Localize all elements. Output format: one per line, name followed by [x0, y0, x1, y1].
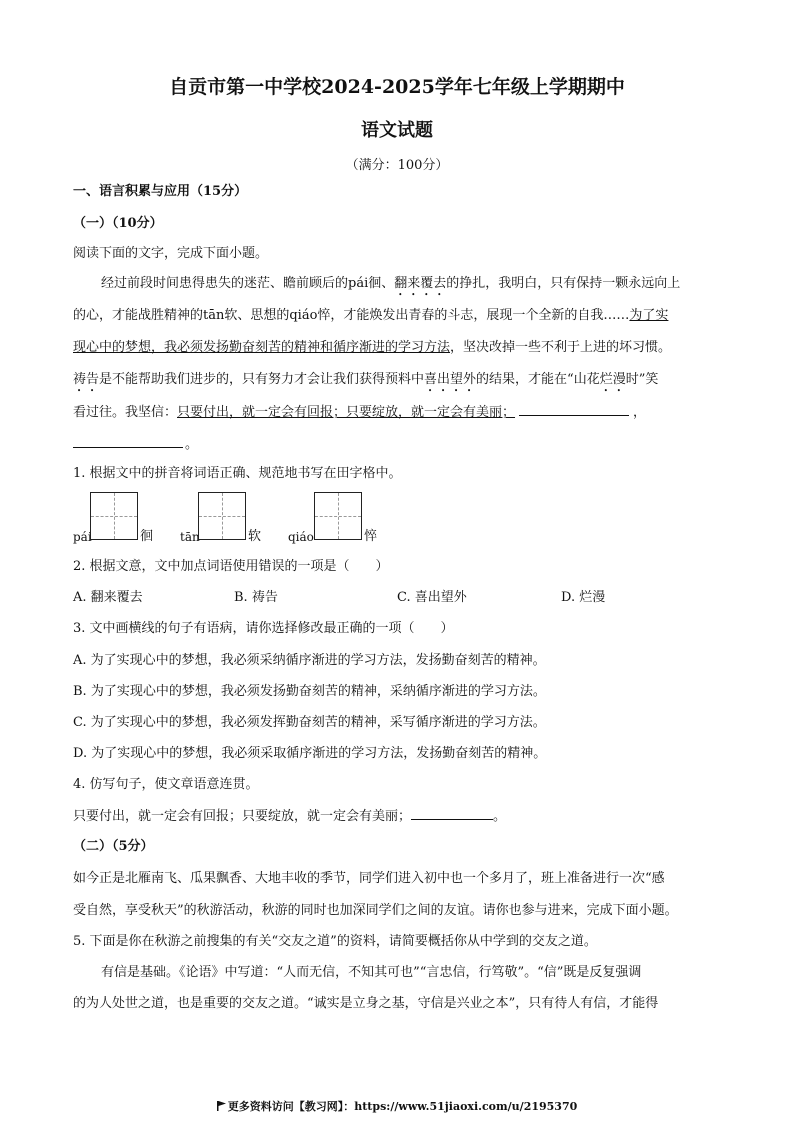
question-1: 1. 根据文中的拼音将词语正确、规范地书写在田字格中。 — [73, 466, 402, 481]
passage-text: ，坚决改掉一些不利于上进的坏习惯。 — [450, 340, 672, 355]
section1-heading: 一、语言积累与应用（15分） — [73, 184, 248, 199]
passage-text: 的心，才能战胜精神的tān软、思想的qiáo悴，才能焕发出青春的斗志，展现一个全新的自我…… — [73, 308, 630, 323]
intro-paragraph-line-2: 受自然，享受秋天”的秋游活动，秋游的同时也加深同学们之间的友谊。请你也参与进来，完成下面小题。 — [73, 903, 678, 918]
part2-heading: （二）（5分） — [73, 839, 154, 854]
writing-grid-1[interactable] — [90, 492, 138, 540]
q3-option-d[interactable]: D. 为了实现心中的梦想，我必须采取循序渐进的学习方法，发扬勤奋刻苦的精神。 — [73, 746, 547, 761]
part1-heading: （一）（10分） — [73, 216, 163, 231]
pinyin-pai: pái — [73, 530, 92, 544]
passage-text: 看过往。我坚信： — [73, 405, 178, 420]
dotted-word: 翻来覆去 — [394, 276, 447, 291]
passage-text: 是不能帮助我们进步的，只有努力才会让我们获得预料中 — [99, 372, 425, 387]
dotted-word: 喜出望外 — [424, 372, 477, 387]
char-cui: 悴 — [364, 529, 378, 544]
passage-line-4 — [73, 371, 658, 395]
passage-text: 的挣扎，我明白，只有保持一颗永远向上 — [446, 276, 681, 291]
answer-blank[interactable] — [519, 403, 629, 416]
writing-grid-2[interactable] — [198, 492, 246, 540]
pinyin-tan: tān — [180, 530, 200, 544]
footer — [0, 1098, 794, 1114]
underlined-sentence: 只要付出，就一定会有回报；只要绽放，就一定会有美丽； — [177, 405, 516, 420]
intro-paragraph-line-1: 如今正是北雁南飞、瓜果飘香、大地丰收的季节，同学们进入初中也一个多月了，班上准备进行一次“感 — [73, 871, 665, 886]
passage-line-1 — [101, 275, 680, 299]
score-note: （满分：100分） — [345, 158, 449, 173]
q3-option-a[interactable]: A. 为了实现心中的梦想，我必须采纳循序渐进的学习方法，发扬勤奋刻苦的精神。 — [73, 653, 546, 668]
instruction: 阅读下面的文字，完成下面小题。 — [73, 246, 269, 261]
dotted-word: 祷告 — [73, 372, 100, 387]
footer-link[interactable]: 更多资料访问【教习网】：https://www.51jiaoxi.com/u/2195370 — [227, 1100, 578, 1113]
material-line-1: 有信是基础。《论语》中写道：“人而无信，不知其可也”“言忠信，行笃敬”。“信”既是反复强调 — [101, 965, 642, 980]
q2-option-b[interactable]: B. 祷告 — [234, 590, 278, 605]
underlined-sentence: 现心中的梦想，我必须发扬勤奋刻苦的精神和循序渐进的学习方法 — [73, 340, 451, 355]
char-ruan: 软 — [248, 529, 262, 544]
passage-line-3 — [73, 339, 671, 357]
question-4: 4. 仿写句子，使文章语意连贯。 — [73, 777, 259, 792]
passage-text: 。 — [185, 437, 199, 452]
passage-text: 时”笑 — [625, 372, 659, 387]
flag-icon — [217, 1101, 226, 1111]
q2-option-a[interactable]: A. 翻来覆去 — [73, 590, 143, 605]
dotted-word: 烂漫 — [599, 372, 626, 387]
passage-line-5 — [73, 403, 646, 422]
underlined-sentence: 为了实 — [629, 308, 669, 323]
q4-answer-line — [73, 807, 506, 826]
passage-line-2 — [73, 307, 668, 325]
q3-option-c[interactable]: C. 为了实现心中的梦想，我必须发挥勤奋刻苦的精神，采写循序渐进的学习方法。 — [73, 715, 546, 730]
q2-option-d[interactable]: D. 烂漫 — [561, 590, 606, 605]
page-title: 自贡市第一中学校2024-2025学年七年级上学期期中 — [169, 76, 625, 98]
q2-option-c[interactable]: C. 喜出望外 — [397, 590, 467, 605]
passage-text: 的结果，才能在“山花 — [476, 372, 600, 387]
passage-text: ， — [633, 405, 647, 420]
page-subtitle: 语文试题 — [361, 120, 433, 141]
question-5: 5. 下面是你在秋游之前搜集的有关“交友之道”的资料，请简要概括你从中学到的交友之道。 — [73, 934, 597, 949]
answer-blank[interactable] — [73, 435, 183, 448]
writing-grid-3[interactable] — [314, 492, 362, 540]
question-3: 3. 文中画横线的句子有语病，请你选择修改最正确的一项（ ） — [73, 621, 454, 636]
pinyin-qiao: qiáo — [288, 530, 314, 544]
answer-blank[interactable] — [411, 807, 493, 820]
q3-option-b[interactable]: B. 为了实现心中的梦想，我必须发扬勤奋刻苦的精神，采纳循序渐进的学习方法。 — [73, 684, 546, 699]
q4-end: 。 — [493, 809, 507, 824]
char-hui: 徊 — [140, 529, 154, 544]
q4-prompt: 只要付出，就一定会有回报；只要绽放，就一定会有美丽； — [73, 809, 412, 824]
material-line-2: 的为人处世之道，也是重要的交友之道。“诚实是立身之基，守信是兴业之本”，只有待人有信，才能得 — [73, 996, 659, 1011]
question-2: 2. 根据文意，文中加点词语使用错误的一项是（ ） — [73, 559, 389, 574]
passage-text: 经过前段时间患得患失的迷茫、瞻前顾后的pái徊、 — [101, 276, 395, 291]
passage-line-6 — [73, 435, 198, 454]
